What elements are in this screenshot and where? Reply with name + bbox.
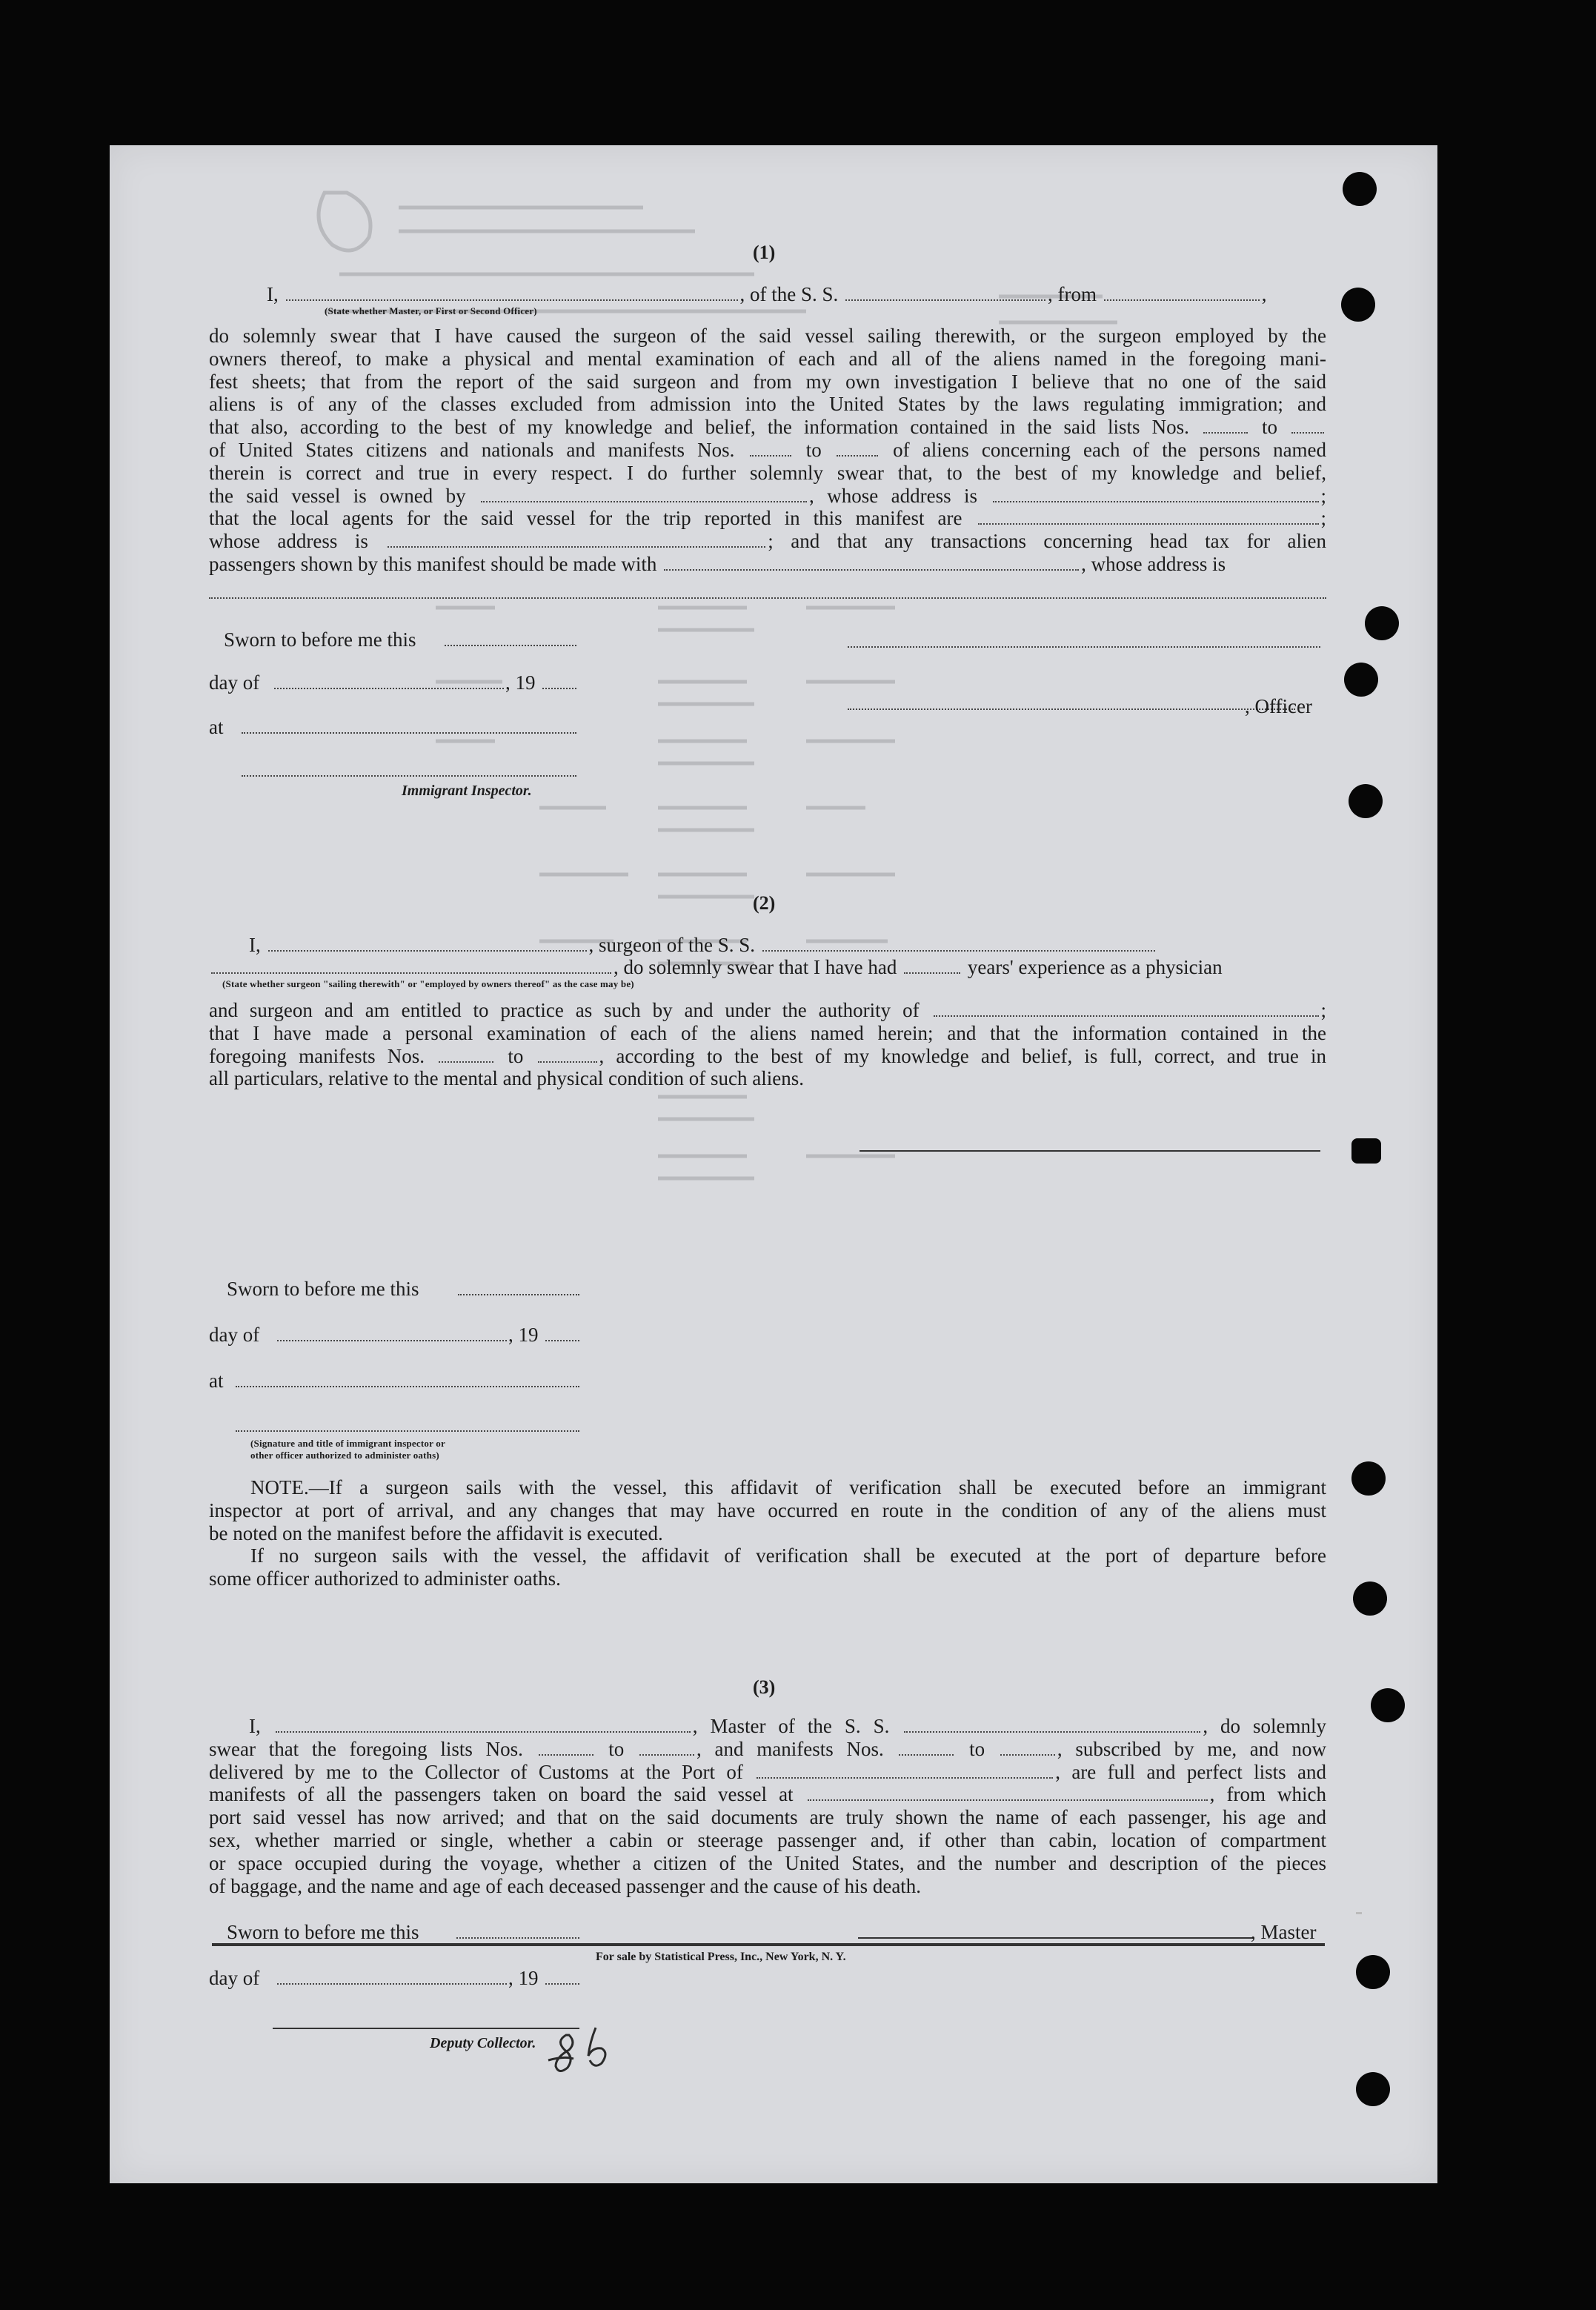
at-label: at [209, 1370, 224, 1392]
handwritten-number-text [544, 2020, 545, 2021]
body-line: that I have made a personal examination of each of the aliens named herein; and that the information contained in the [209, 1021, 1326, 1044]
text: to [508, 1044, 524, 1067]
body-line: sex, whether married or single, whether a cabin or steerage passenger and, if other than cabin, location of compartment [209, 1828, 1326, 1851]
note-line: some officer authorized to administer oaths. [209, 1567, 561, 1590]
body-line [209, 416, 1326, 439]
text: whose address is [209, 530, 368, 553]
place-blank[interactable] [236, 1386, 579, 1387]
body-line [209, 1783, 1326, 1806]
year-blank[interactable] [542, 688, 576, 689]
lists-from-blank[interactable] [1203, 419, 1248, 434]
at-label: at [209, 716, 224, 738]
text: , and manifests Nos. [696, 1737, 884, 1760]
years-blank[interactable] [904, 959, 960, 974]
surgeon-vessel-blank[interactable] [762, 937, 1155, 952]
body-line: or space occupied during the voyage, whether a citizen of the United States, and the number and description of the pieces [209, 1851, 1326, 1874]
from-port-blank[interactable] [1104, 286, 1260, 301]
month-blank[interactable] [277, 1340, 507, 1341]
year-label: , 19 [508, 1324, 539, 1346]
text: years' experience as a physician [967, 956, 1223, 978]
body-line [209, 1045, 1326, 1068]
body-line [209, 485, 1326, 508]
owner-address-blank[interactable] [993, 488, 1319, 502]
surgeon-name-blank[interactable] [268, 937, 587, 952]
note-line: inspector at port of arrival, and any changes that may have occurred en route in the condition of any of the aliens must [209, 1498, 1326, 1521]
inspector-label: Immigrant Inspector. [402, 783, 532, 799]
master-signature-blank[interactable] [858, 1937, 1254, 1939]
month-blank[interactable] [277, 1983, 507, 1985]
body-line [209, 999, 1326, 1022]
master-vessel-blank[interactable] [904, 1718, 1200, 1733]
surgeon-role-blank[interactable] [211, 959, 611, 974]
manifests-to-blank[interactable] [538, 1048, 597, 1063]
officer-note: (State whether Master, or First or Second Officer) [325, 305, 537, 316]
officer-label: , Officer [1245, 695, 1312, 717]
head-tax-address-blank[interactable] [209, 597, 1326, 599]
boarding-port-blank[interactable] [808, 1786, 1208, 1801]
day-of-label: day of [209, 671, 260, 694]
punch-hole [1353, 1582, 1387, 1616]
sworn-label: Sworn to before me this [224, 628, 416, 651]
manifests-to-blank[interactable] [1000, 1741, 1055, 1756]
text: I, [249, 1715, 261, 1737]
text: , are full and perfect lists and [1055, 1760, 1326, 1783]
section-2-heading: (2) [753, 892, 776, 914]
year-label: , 19 [505, 671, 536, 694]
surgeon-line-2 [209, 956, 1223, 978]
manifests-from-blank[interactable] [899, 1741, 954, 1756]
text: ; [1320, 999, 1327, 1021]
text: ; and that any transactions concerning head tax for alien [768, 530, 1326, 553]
body-line [209, 553, 1326, 576]
text: to [805, 438, 822, 461]
section-2-body [209, 999, 1326, 1090]
text: , according to the best of my knowledge and belief, is full, correct, and true in [599, 1044, 1327, 1067]
text: , surgeon of the S. S. [588, 934, 756, 956]
sworn-day-blank[interactable] [458, 1294, 579, 1295]
punch-hole [1349, 784, 1383, 818]
text: manifests of all the passengers taken on board the said vessel at [209, 1783, 794, 1806]
year-blank[interactable] [545, 1983, 579, 1985]
surgeon-note: (State whether surgeon "sailing therewith" or "employed by owners thereof" as the case may be) [222, 978, 634, 989]
punch-hole [1343, 172, 1377, 206]
lists-from-blank[interactable] [539, 1741, 593, 1756]
punch-hole [1356, 2072, 1390, 2106]
text: that the local agents for the said vessel for the trip reported in this manifest are [209, 507, 962, 530]
body-line: do solemnly swear that I have caused the surgeon of the said vessel sailing therewith, or the surgeon employed by the [209, 325, 1326, 347]
surgeon-line-1 [249, 934, 1157, 956]
margin-mark [1356, 1912, 1362, 1914]
lists-to-blank[interactable] [1291, 419, 1324, 434]
body-line [209, 530, 1326, 553]
text: , Master of the S. S. [692, 1715, 890, 1737]
text: delivered by me to the Collector of Customs at the Port of [209, 1760, 743, 1783]
local-agents-blank[interactable] [978, 510, 1319, 525]
text: ; [1320, 507, 1327, 530]
month-blank[interactable] [274, 688, 504, 689]
section-3-body [209, 1715, 1326, 1897]
section-1-body [209, 325, 1326, 576]
master-name-blank[interactable] [276, 1718, 691, 1733]
punch-hole [1351, 1461, 1386, 1496]
text: and surgeon and am entitled to practice as such by and under the authority of [209, 999, 920, 1021]
day-of-label: day of [209, 1967, 260, 1989]
authority-blank[interactable] [934, 1002, 1319, 1017]
sworn-label: Sworn to before me this [227, 1278, 419, 1300]
manifest-affidavit-page [110, 145, 1437, 2183]
text: I, [267, 283, 279, 305]
collector-label: Deputy Collector. [430, 2035, 536, 2051]
place-blank[interactable] [242, 732, 576, 734]
text: , of the S. S. [739, 283, 839, 305]
body-line [209, 507, 1326, 530]
text: , from which [1209, 1783, 1326, 1806]
text: , do solemnly [1203, 1715, 1327, 1737]
text: of aliens concerning each of the persons named [893, 438, 1327, 461]
year-blank[interactable] [545, 1340, 579, 1341]
agents-address-blank[interactable] [388, 533, 765, 548]
body-line: owners thereof, to make a physical and mental examination of each and all of the aliens named in the foregoing mani- [209, 347, 1326, 370]
text: ; [1320, 484, 1327, 507]
punch-hole [1365, 606, 1399, 640]
note-line: NOTE.—If a surgeon sails with the vessel, this affidavit of verification shall be executed before an immigrant [250, 1476, 1326, 1498]
text: , subscribed by me, and now [1057, 1737, 1327, 1760]
text: the said vessel is owned by [209, 484, 466, 507]
text: passengers shown by this manifest should be made with [209, 552, 657, 575]
text: swear that the foregoing lists Nos. [209, 1737, 523, 1760]
body-line: fest sheets; that from the report of the said surgeon and from my own investigation I believe that no one of the said [209, 370, 1326, 393]
sworn-day-blank[interactable] [456, 1937, 579, 1939]
body-line: therein is correct and true in every respect. I do further solemnly swear that, to the best of my knowledge and belief, [209, 461, 1326, 484]
printer-imprint: For sale by Statistical Press, Inc., New York, N. Y. [596, 1951, 846, 1963]
body-line [209, 439, 1326, 462]
signature-blank[interactable] [236, 1430, 579, 1432]
year-label: , 19 [508, 1967, 539, 1989]
handwritten-page-number [544, 2020, 633, 2080]
body-line [209, 1738, 1326, 1761]
text: , whose address is [1081, 552, 1226, 575]
text: , whose address is [809, 484, 978, 507]
collector-signature-blank[interactable] [273, 2028, 579, 2029]
note-line: be noted on the manifest before the affidavit is executed. [209, 1521, 663, 1544]
punch-hole [1341, 288, 1375, 322]
punch-hole [1351, 1138, 1381, 1164]
vessel-name-blank[interactable] [845, 286, 1045, 301]
body-line: of baggage, and the name and age of each deceased passenger and the cause of his death. [209, 1874, 922, 1897]
signature-note: other officer authorized to administer oaths) [250, 1450, 439, 1461]
text: foregoing manifests Nos. [209, 1044, 425, 1067]
sworn-day-blank[interactable] [445, 645, 576, 646]
text: to [608, 1737, 625, 1760]
body-line: aliens is of any of the classes excluded from admission into the United States by the laws regulating immigration; and [209, 393, 1326, 416]
section-1-heading: (1) [753, 242, 776, 263]
body-line: port said vessel has now arrived; and that on the said documents are truly shown the name of each passenger, his age and [209, 1806, 1326, 1829]
note-paragraph [209, 1476, 1326, 1590]
lists-to-blank[interactable] [639, 1741, 694, 1756]
punch-hole [1356, 1955, 1390, 1989]
owner-blank[interactable] [481, 488, 807, 502]
text: to [1261, 416, 1277, 439]
body-line [209, 1715, 1326, 1738]
day-of-label: day of [209, 1324, 260, 1346]
manifest-from-blank[interactable] [750, 442, 791, 457]
manifests-from-blank[interactable] [439, 1048, 493, 1063]
text: that also, according to the best of my knowledge and belief, the information contained in the said lists Nos. [209, 416, 1189, 439]
note-line: If no surgeon sails with the vessel, the affidavit of verification shall be executed at the port of departure before [250, 1544, 1326, 1567]
text: I, [249, 934, 261, 956]
text: , do solemnly swear that I have had [614, 956, 897, 978]
officer-signature-blank[interactable] [848, 708, 1295, 710]
text: , [1261, 283, 1267, 305]
collector-port-blank[interactable] [757, 1764, 1053, 1779]
punch-hole [1344, 663, 1378, 697]
body-line [209, 1761, 1326, 1784]
manifest-to-blank[interactable] [837, 442, 878, 457]
text: , from [1048, 283, 1097, 305]
sworn-label: Sworn to before me this [227, 1921, 419, 1943]
oath-line-1 [267, 283, 1328, 305]
officer-signature-pre-line [848, 646, 1320, 648]
signature-note: (Signature and title of immigrant inspector or [250, 1438, 445, 1449]
punch-hole [1371, 1688, 1405, 1722]
printer-imprint-rule [212, 1945, 1325, 1946]
master-label: , Master [1251, 1921, 1317, 1943]
inspector-signature-blank[interactable] [242, 775, 576, 777]
head-tax-party-blank[interactable] [664, 556, 1079, 571]
surgeon-signature-blank[interactable] [859, 1150, 1320, 1152]
text: to [969, 1737, 985, 1760]
section-3-heading: (3) [753, 1676, 776, 1698]
officer-name-blank[interactable] [286, 286, 738, 301]
body-line: all particulars, relative to the mental and physical condition of such aliens. [209, 1067, 804, 1090]
text: of United States citizens and nationals and manifests Nos. [209, 438, 735, 461]
